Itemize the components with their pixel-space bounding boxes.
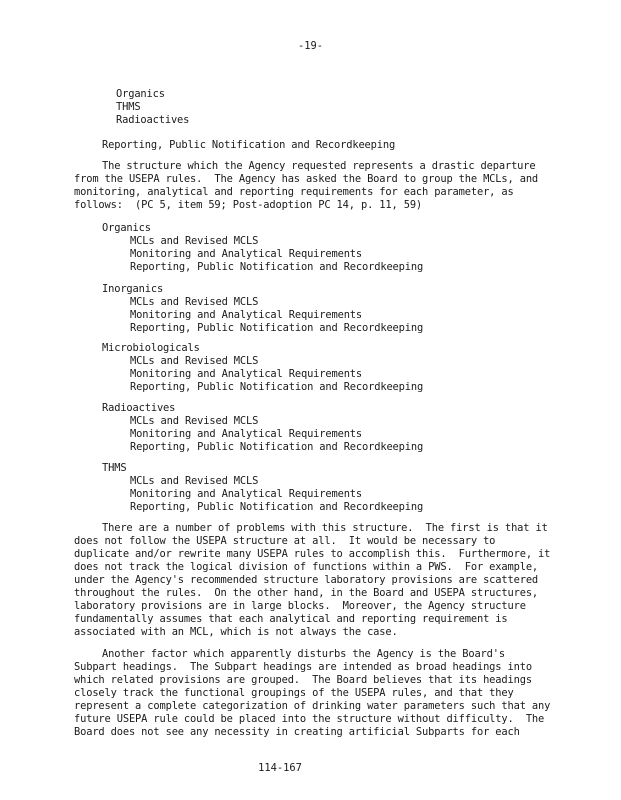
structure-group-title: Radioactives: [102, 402, 176, 414]
structure-item: Monitoring and Analytical Requirements: [130, 368, 363, 380]
top-list-item: Radioactives: [116, 114, 190, 126]
structure-item: Reporting, Public Notification and Recordkeeping: [130, 261, 424, 273]
page-footer-number: 114-167: [258, 762, 302, 774]
para2-line: throughout the rules. On the other hand, in the Board and USEPA structures,: [74, 587, 539, 599]
para2-line: There are a number of problems with this structure. The first is that it: [102, 522, 548, 534]
structure-item: Reporting, Public Notification and Recordkeeping: [130, 501, 424, 513]
para1-line: follows: (PC 5, item 59; Post-adoption PC 14, p. 11, 59): [74, 199, 423, 211]
para2-line: associated with an MCL, which is not always the case.: [74, 626, 398, 638]
para2-line: laboratory provisions are in large blocks. Moreover, the Agency structure: [74, 600, 526, 612]
para2-line: under the Agency's recommended structure laboratory provisions are scattered: [74, 574, 539, 586]
para2-line: does not track the logical division of functions within a PWS. For example,: [74, 561, 539, 573]
structure-group-title: THMS: [102, 462, 127, 474]
structure-item: Monitoring and Analytical Requirements: [130, 488, 363, 500]
structure-group-title: Inorganics: [102, 283, 164, 295]
structure-item: MCLs and Revised MCLS: [130, 415, 259, 427]
para3-line: closely track the functional groupings of the USEPA rules, and that they: [74, 687, 514, 699]
structure-item: MCLs and Revised MCLS: [130, 475, 259, 487]
para1-line: monitoring, analytical and reporting requirements for each parameter, as: [74, 186, 514, 198]
para3-line: Subpart headings. The Subpart headings are intended as broad headings into: [74, 661, 532, 673]
structure-item: Monitoring and Analytical Requirements: [130, 248, 363, 260]
para3-line: future USEPA rule could be placed into the structure without difficulty. The: [74, 713, 545, 725]
structure-item: MCLs and Revised MCLS: [130, 235, 259, 247]
para1-line: from the USEPA rules. The Agency has asked the Board to group the MCLs, and: [74, 173, 539, 185]
para3-line: Another factor which apparently disturbs the Agency is the Board's: [102, 648, 505, 660]
structure-group-title: Organics: [102, 222, 151, 234]
para3-line: Board does not see any necessity in creating artificial Subparts for each: [74, 726, 520, 738]
structure-group-title: Microbiologicals: [102, 342, 200, 354]
para2-line: does not follow the USEPA structure at all. It would be necessary to: [74, 535, 496, 547]
section-heading: Reporting, Public Notification and Recordkeeping: [102, 139, 396, 151]
structure-item: Monitoring and Analytical Requirements: [130, 309, 363, 321]
structure-item: Reporting, Public Notification and Recordkeeping: [130, 381, 424, 393]
top-list-item: Organics: [116, 88, 165, 100]
structure-item: Monitoring and Analytical Requirements: [130, 428, 363, 440]
para1-line: The structure which the Agency requested represents a drastic departure: [102, 160, 536, 172]
para2-line: duplicate and/or rewrite many USEPA rules to accomplish this. Furthermore, it: [74, 548, 551, 560]
para3-line: represent a complete categorization of drinking water parameters such that any: [74, 700, 551, 712]
structure-item: Reporting, Public Notification and Recordkeeping: [130, 322, 424, 334]
structure-item: Reporting, Public Notification and Recordkeeping: [130, 441, 424, 453]
structure-item: MCLs and Revised MCLS: [130, 355, 259, 367]
para2-line: fundamentally assumes that each analytical and reporting requirement is: [74, 613, 508, 625]
top-list-item: THMS: [116, 101, 141, 113]
page-number: -19-: [297, 40, 324, 52]
para3-line: which related provisions are grouped. The Board believes that its headings: [74, 674, 532, 686]
structure-item: MCLs and Revised MCLS: [130, 296, 259, 308]
